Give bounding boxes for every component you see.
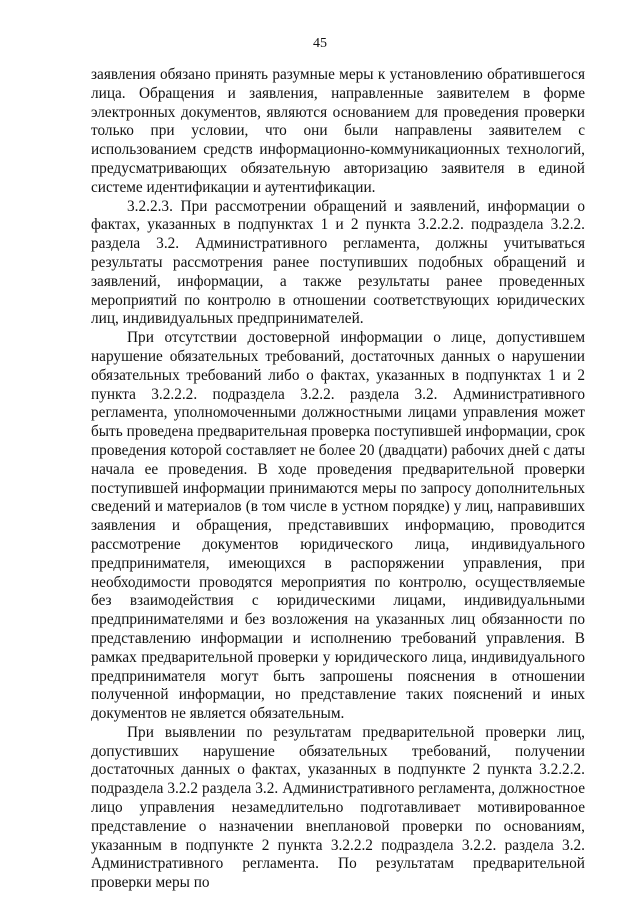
document-body bbox=[91, 66, 585, 893]
paragraph-3-2-2-3: 3.2.2.3. При рассмотрении обращений и заявлений, информации о фактах, указанных в подпунктах 1 и 2 пункта 3.2.2.2. подраздела 3.2.2. раздела 3.2. Административного регламента, должны учитываться результаты рассмотрения ранее поступивших подобных обращений и заявлений, информации, а также результаты ранее проведенных мероприятий по контролю в отношении соответствующих юридических лиц, индивидуальных предпринимателей. bbox=[91, 197, 585, 328]
paragraph-unscheduled-check: При выявлении по результатам предварительной проверки лиц, допустивших нарушение обязательных требований, получении достаточных данных о фактах, указанных в подпункте 2 пункта 3.2.2.2. подраздела 3.2.2 раздела 3.2. Административного регламента, должностное лицо управления незамедлительно подготавливает мотивированное представление о назначении внеплановой проверки по основаниям, указанным в подпункте 2 пункта 3.2.2.2 подраздела 3.2.2. раздела 3.2. Административного регламента. По результатам предварительной проверки меры по bbox=[91, 723, 585, 892]
paragraph-preliminary-check: При отсутствии достоверной информации о лице, допустившем нарушение обязательных требований, достаточных данных о нарушении обязательных требований либо о фактах, указанных в подпунктах 1 и 2 пункта 3.2.2.2. подраздела 3.2.2. раздела 3.2. Административного регламента, уполномоченными должностными лицами управления может быть проведена предварительная проверка поступившей информации, срок проведения которой составляет не более 20 (двадцати) рабочих дней с даты начала ее проведения. В ходе проведения предварительной проверки поступившей информации принимаются меры по запросу дополнительных сведений и материалов (в том числе в устном порядке) у лиц, направивших заявления и обращения, представивших информацию, проводится рассмотрение документов юридического лица, индивидуального предпринимателя, имеющихся в распоряжении управления, при необходимости проводятся мероприятия по контролю, осуществляемые без взаимодействия с юридическими лицами, индивидуальными предпринимателями и без возложения на указанных лиц обязанности по представлению информации и исполнению требований управления. В рамках предварительной проверки у юридического лица, индивидуального предпринимателя могут быть запрошены пояснения в отношении полученной информации, но представление таких пояснений и иных документов не является обязательным. bbox=[91, 329, 585, 723]
paragraph-continuation: заявления обязано принять разумные меры к установлению обратившегося лица. Обращения и заявления, направленные заявителем в форме электронных документов, являются основанием для проведения проверки только при условии, что они были направлены заявителем с использованием средств информационно-коммуникационных технологий, предусматривающих обязательную авторизацию заявителя в единой системе идентификации и аутентификации. bbox=[91, 66, 585, 196]
page-number: 45 bbox=[313, 36, 327, 51]
